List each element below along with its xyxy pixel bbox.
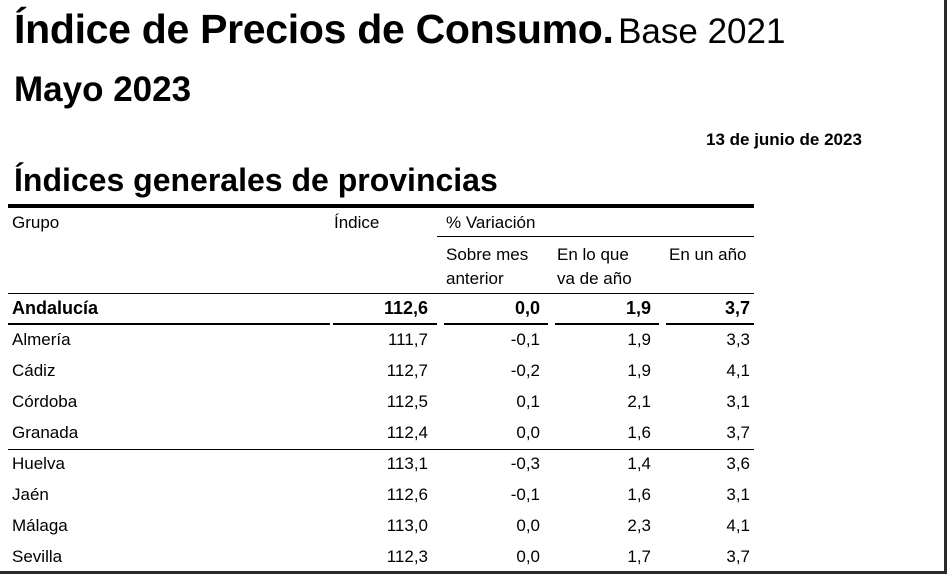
ytd-variation: 1,6 <box>627 485 651 504</box>
title-main: Índice de Precios de Consumo. <box>14 6 614 52</box>
col-header-index: Índice <box>334 213 380 232</box>
ytd-variation: 1,4 <box>627 454 651 473</box>
province-name: Málaga <box>12 516 68 535</box>
prev-month-variation: -0,1 <box>510 485 540 504</box>
province-name: Huelva <box>12 454 65 473</box>
table-top-rule <box>8 204 754 208</box>
page-title <box>14 6 785 53</box>
index-value: 112,4 <box>386 423 428 442</box>
page-subtitle: Mayo 2023 <box>14 70 192 109</box>
col-header-variation: % Variación <box>446 213 536 232</box>
index-value: 112,6 <box>383 298 428 318</box>
total-row-underline <box>8 323 330 325</box>
subheader-year: En un año <box>669 245 747 264</box>
total-row-underline <box>555 323 659 325</box>
annual-variation: 3,1 <box>726 485 750 504</box>
annual-variation: 4,1 <box>726 361 750 380</box>
section-heading: Índices generales de provincias <box>14 162 498 198</box>
ytd-variation: 2,1 <box>627 392 651 411</box>
index-value: 112,6 <box>386 485 428 504</box>
prev-month-variation: 0,0 <box>516 516 540 535</box>
index-value: 112,7 <box>386 361 428 380</box>
annual-variation: 3,7 <box>726 423 750 442</box>
prev-month-variation: -0,1 <box>510 330 540 349</box>
province-name: Almería <box>12 330 71 349</box>
subheader-prev-1: Sobre mes <box>446 245 529 264</box>
ytd-variation: 1,7 <box>627 547 651 566</box>
ytd-variation: 2,3 <box>627 516 651 535</box>
province-name: Granada <box>12 423 79 442</box>
title-base: Base 2021 <box>618 12 786 51</box>
subheader-ytd-2: va de año <box>557 269 632 288</box>
annual-variation: 3,3 <box>726 330 750 349</box>
province-name: Cádiz <box>12 361 56 380</box>
prev-month-variation: -0,2 <box>510 361 540 380</box>
ytd-variation: 1,9 <box>627 361 651 380</box>
total-row-underline <box>333 323 437 325</box>
subheader-ytd-1: En lo que <box>557 245 629 264</box>
ytd-variation: 1,6 <box>627 423 651 442</box>
province-name: Córdoba <box>12 392 78 411</box>
annual-variation: 3,7 <box>724 298 750 318</box>
prev-month-variation: 0,0 <box>516 423 540 442</box>
total-row-underline <box>444 323 548 325</box>
index-value: 112,3 <box>386 547 428 566</box>
ytd-variation: 1,9 <box>627 330 651 349</box>
prev-month-variation: -0,3 <box>510 454 540 473</box>
index-value: 112,5 <box>386 392 428 411</box>
annual-variation: 3,1 <box>726 392 750 411</box>
col-header-group: Grupo <box>12 213 60 232</box>
prev-month-variation: 0,0 <box>516 547 540 566</box>
total-row-underline <box>666 323 754 325</box>
province-name: Jaén <box>12 485 49 504</box>
province-name: Sevilla <box>12 547 63 566</box>
annual-variation: 4,1 <box>726 516 750 535</box>
prev-month-variation: 0,1 <box>516 392 540 411</box>
ytd-variation: 1,9 <box>625 298 651 318</box>
header-bottom-rule <box>8 293 754 294</box>
variation-rule <box>437 236 754 237</box>
subheader-prev-2: anterior <box>446 269 504 288</box>
group-separator <box>8 449 754 450</box>
province-name: Andalucía <box>12 298 99 318</box>
index-value: 113,1 <box>386 454 428 473</box>
index-value: 113,0 <box>386 516 428 535</box>
annual-variation: 3,6 <box>726 454 750 473</box>
publication-date: 13 de junio de 2023 <box>706 130 862 149</box>
annual-variation: 3,7 <box>726 547 750 566</box>
prev-month-variation: 0,0 <box>514 298 540 318</box>
index-value: 111,7 <box>387 330 428 349</box>
